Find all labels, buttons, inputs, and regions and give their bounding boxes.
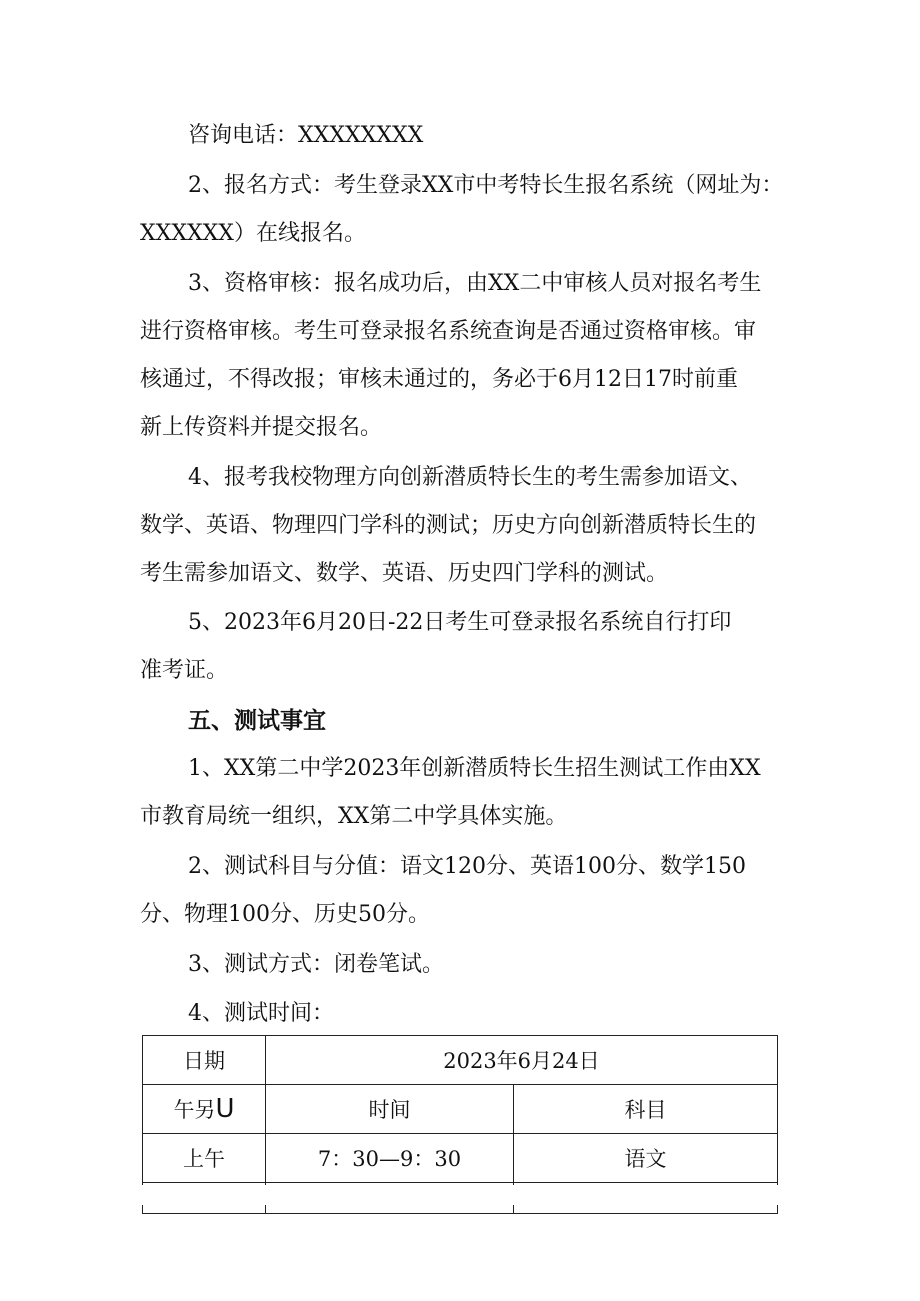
test-subjects-scores-cont: 分、物理100分、历史50分。 [140,902,430,927]
table-row [143,1085,778,1134]
subject-header-cell: 科目 [514,1085,778,1134]
test-organization-line: 1、XX第二中学2023年创新潜质特长生招生测试工作由XX [188,756,761,781]
session-label-cell [143,1085,266,1134]
qualification-review-cont2: 核通过，不得改报；审核未通过的，务必于6月12日17时前重 [140,367,738,392]
table-row [143,1036,778,1085]
table-row [143,1134,778,1183]
date-value-cell: 2023年6月24日 [266,1036,778,1085]
registration-method-cont: XXXXXX）在线报名。 [140,221,366,246]
subjects-requirement-cont1: 数学、英语、物理四门学科的测试；历史方向创新潜质特长生的 [140,513,757,538]
test-organization-cont: 市教育局统一组织，XX第二中学具体实施。 [140,804,568,829]
time-cell: 7：30—9：30 [266,1134,514,1183]
test-method-line: 3、测试方式：闭卷笔试。 [188,952,444,977]
subject-cell: 语文 [514,1134,778,1183]
time-header-cell: 时间 [266,1085,514,1134]
subjects-requirement-line: 4、报考我校物理方向创新潜质特长生的考生需参加语文、 [188,465,752,490]
session-label-tail: U [215,1094,235,1124]
page-bottom-cutoff [142,1185,780,1205]
subjects-requirement-cont2: 考生需参加语文、数学、英语、历史四门学科的测试。 [140,561,669,586]
consult-phone-line: 咨询电话：XXXXXXXX [188,123,424,148]
section-heading: 五、测试事宜 [188,708,326,734]
qualification-review-cont3: 新上传资料并提交报名。 [140,415,383,440]
qualification-review-cont1: 进行资格审核。考生可登录报名系统查询是否通过资格审核。审 [140,319,757,344]
admission-ticket-line: 5、2023年6月20日-22日考生可登录报名系统自行打印 [188,610,732,635]
test-subjects-scores-line: 2、测试科目与分值：语文120分、英语100分、数学150 [188,854,746,879]
date-label-cell: 日期 [143,1036,266,1085]
session-label-text: 午另 [173,1098,216,1122]
session-cell: 上午 [143,1134,266,1183]
test-time-line: 4、测试时间： [188,1001,334,1026]
admission-ticket-cont: 准考证。 [140,658,229,683]
qualification-review-line: 3、资格审核：报名成功后，由XX二中审核人员对报名考生 [188,271,762,296]
registration-method-line: 2、报名方式：考生登录XX市中考特长生报名系统（网址为： [188,173,784,198]
